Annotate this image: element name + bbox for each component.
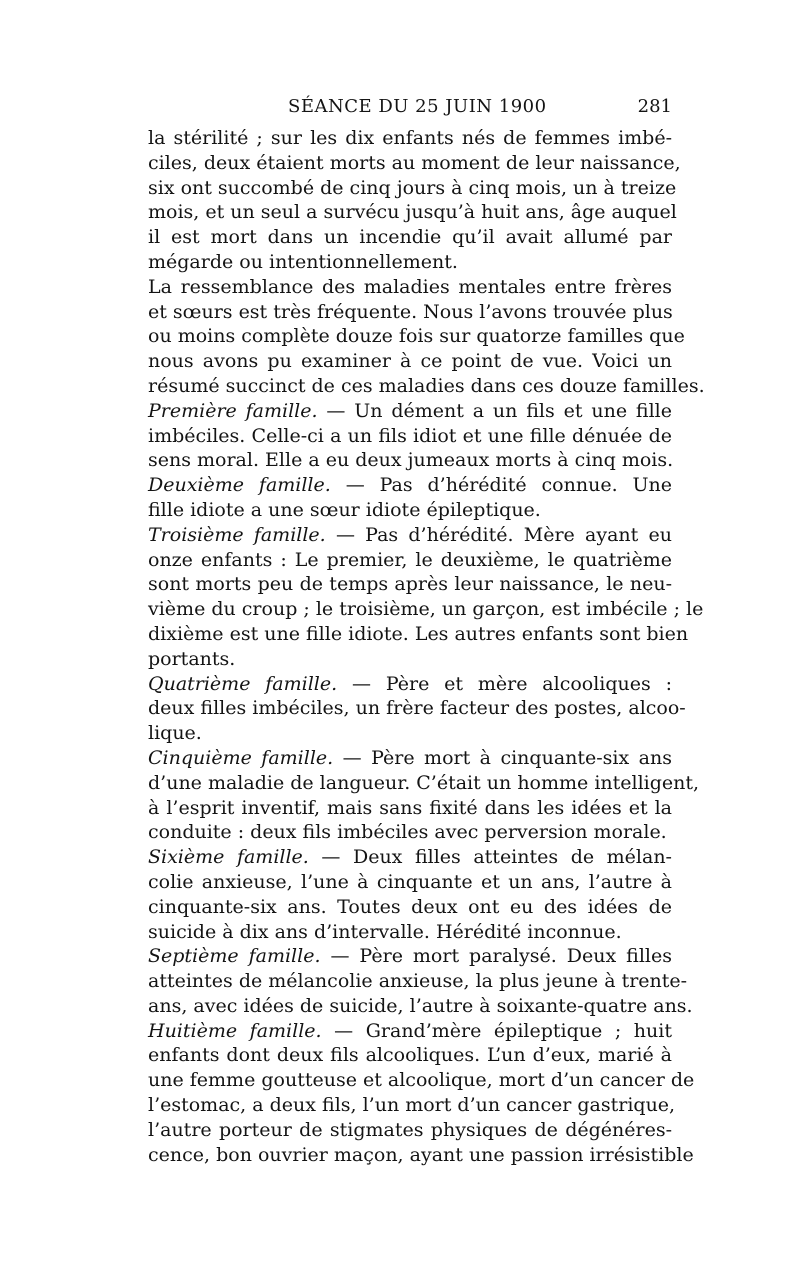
text-line: Quatrième famille. — Père et mère alcooliques : [148, 672, 673, 695]
text-line: Huitième famille. — Grand’mère épileptique ; huit [148, 1019, 672, 1042]
text-line: deux filles imbéciles, un frère facteur des postes, alcoo- [148, 697, 686, 720]
text-line: résumé succinct de ces maladies dans ces douze familles. [148, 374, 705, 397]
text-line: Troisième famille. — Pas d’hérédité. Mère ayant eu [148, 523, 672, 546]
text-line: Cinquième famille. — Père mort à cinquante-six ans [148, 746, 672, 769]
text-line: d’une maladie de langueur. C’était un homme intelligent, [148, 771, 700, 794]
text-line: la stérilité ; sur les dix enfants nés de femmes imbé- [148, 127, 672, 149]
text-line: sens moral. Elle a eu deux jumeaux morts à cinq mois. [148, 449, 674, 472]
text-line: Sixième famille. — Deux filles atteintes de mélan- [148, 846, 672, 869]
text-line: à l’esprit inventif, mais sans fixité dans les idées et la [148, 796, 672, 819]
text-line: nous avons pu examiner à ce point de vue. Voici un [148, 350, 672, 373]
text-line: l’estomac, a deux fils, l’un mort d’un cancer gastrique, [148, 1094, 676, 1117]
text-line: enfants dont deux fils alcooliques. L’un d’eux, marié à [148, 1044, 672, 1067]
header-title: SÉANCE DU 25 JUIN 1900 [288, 96, 547, 117]
book-page [148, 92, 705, 1167]
text-line: fille idiote a une sœur idiote épileptique. [148, 498, 541, 521]
body-text [148, 126, 705, 1167]
running-header [148, 92, 672, 122]
text-line: une femme goutteuse et alcoolique, mort d’un cancer de [148, 1069, 695, 1092]
text-line: colie anxieuse, l’une à cinquante et un ans, l’autre à [148, 870, 672, 893]
text-line: suicide à dix ans d’intervalle. Hérédité inconnue. [148, 920, 622, 943]
text-line: Septième famille. — Père mort paralysé. Deux filles [148, 945, 672, 968]
text-line: dixième est une fille idiote. Les autres enfants sont bien [148, 622, 689, 645]
text-line: l’autre porteur de stigmates physiques de dégénéres- [148, 1118, 672, 1141]
text-line: lique. [148, 722, 202, 745]
text-line: ciles, deux étaient morts au moment de leur naissance, [148, 151, 681, 174]
text-line: six ont succombé de cinq jours à cinq mois, un à treize [148, 176, 677, 199]
text-line: ans, avec idées de suicide, l’autre à soixante-quatre ans. [148, 994, 693, 1017]
text-line: cinquante-six ans. Toutes deux ont eu des idées de [148, 895, 672, 918]
text-line: et sœurs est très fréquente. Nous l’avons trouvée plus [148, 300, 673, 323]
text-line: atteintes de mélancolie anxieuse, la plus jeune à trente- [148, 970, 688, 993]
text-line: vième du croup ; le troisième, un garçon, est imbécile ; le [148, 598, 704, 621]
text-line: Première famille. — Un dément a un fils et une fille [148, 399, 672, 422]
text-line: portants. [148, 647, 236, 670]
text-line: Deuxième famille. — Pas d’hérédité connue. Une [148, 474, 672, 497]
text-line: ou moins complète douze fois sur quatorze familles que [148, 325, 685, 348]
text-line: cence, bon ouvrier maçon, ayant une passion irrésistible [148, 1143, 694, 1166]
text-line: La ressemblance des maladies mentales entre frères [148, 275, 672, 298]
text-line: imbéciles. Celle-ci a un fils idiot et une fille dénuée de [148, 424, 672, 447]
text-line: il est mort dans un incendie qu’il avait allumé par [148, 226, 672, 249]
page-number: 281 [637, 96, 672, 117]
text-line: mois, et un seul a survécu jusqu’à huit ans, âge auquel [148, 201, 677, 224]
text-line: onze enfants : Le premier, le deuxième, le quatrième [148, 548, 672, 571]
text-line: conduite : deux fils imbéciles avec perversion morale. [148, 821, 667, 844]
text-line: mégarde ou intentionnellement. [148, 250, 458, 273]
text-line: sont morts peu de temps après leur naissance, le neu- [148, 573, 672, 596]
